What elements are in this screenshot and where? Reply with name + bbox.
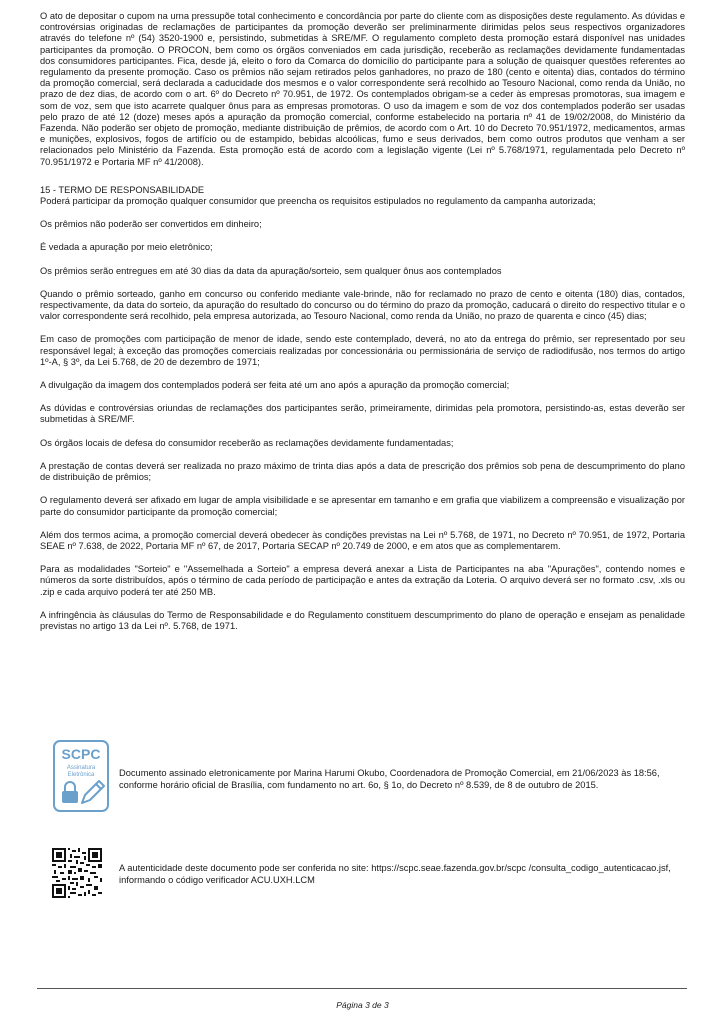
list-item: Os prêmios serão entregues em até 30 dias da data da apuração/sorteio, sem qualquer ônus aos contemplados <box>40 265 502 276</box>
list-item: Quando o prêmio sorteado, ganho em concurso ou conferido mediante vale-brinde, não for reclamado no prazo de cento e oitenta (180) dias, contados, respectivamente, da data do sorteio, da apuração do resultado do concurso ou do término do prazo da promoção, caducará o direito do respectivo titular e o valor correspondente será recolhido, pela empresa autorizada, ao Tesouro Nacional, como renda da União, no prazo de quarenta e cinco (45) dias; <box>40 288 685 322</box>
document-body <box>40 11 685 632</box>
list-item: Além dos termos acima, a promoção comercial deverá obedecer às condições previstas na Lei nº 5.768, de 1971, no Decreto nº 70.951, de 1972, Portaria SEAE nº 7.638, de 2022, Portaria MF nº 67, de 2017, Portaria SECAP nº 20.749 de 2000, e em atos que as complementarem. <box>40 529 685 551</box>
seal-acronym: SCPC <box>61 746 101 762</box>
list-item: O regulamento deverá ser afixado em lugar de ampla visibilidade e se apresentar em tamanho e em grafia que viabilizem a compreensão e visualização por parte do consumidor participante da promoção comercial; <box>40 495 685 517</box>
section-intro: Poderá participar da promoção qualquer consumidor que preencha os requisitos estipulados no regulamento da campanha autorizada; <box>40 196 596 207</box>
section-title: 15 - TERMO DE RESPONSABILIDADE <box>40 184 205 195</box>
scpc-seal-icon <box>52 739 110 813</box>
seal-subtitle-2: Eletrônica <box>67 772 95 778</box>
list-item: Para as modalidades "Sorteio" e "Assemelhada a Sorteio" a empresa deverá anexar a Lista de Participantes na aba "Apurações", contendo nomes e números da sorte distribuídos, após o término de cada período de participação e antes da extração da Loteria. O arquivo deverá ser no formato .csv, .xls ou .zip e cada arquivo poderá ter até 250 MB. <box>40 564 685 597</box>
footer-divider <box>37 988 687 989</box>
intro-paragraph: O ato de depositar o cupom na urna pressupõe total conhecimento e concordância por parte do cliente com as disposições deste regulamento. As dúvidas e controvérsias originadas de reclamações de participantes da promoção deverão ser preliminarmente dirimidas pelos seus respectivos organizadores através do telefone nº (54) 3520-1900 e, persistindo, submetidas à SRE/MF. O regulamento completo desta promoção estará disponível nas unidades participantes da promoção. O PROCON, bem como os órgãos conveniados em cada jurisdição, receberão as reclamações devidamente fundamentadas dos consumidores participantes. Fica, desde já, eleito o foro da Comarca do domicílio do participante para a solução de quaisquer questões referentes ao regulamento da presente promoção. Caso os prêmios não sejam retirados pelos ganhadores, no prazo de 180 (cento e oitenta) dias, contados do término da promoção comercial, será declarada a caducidade dos mesmos e o valor correspondente será recolhido ao Tesouro Nacional, como renda da União, no prazo de dez dias, de acordo com o art. 6º do Decreto nº 70.951, de 1972. Os contemplados obrigam-se a ceder às empresas promotoras, sua imagem e som de voz, sem que isto acarrete qualquer ônus para as empresas promotoras. O uso da imagem e som de voz dos contemplados poderão ser usadas pelo prazo de até 12 (doze) meses após a apuração da promoção comercial, conforme estabelecido na portaria nº 41 de 19/02/2008, do Ministério da Fazenda. Não poderão ser objeto de promoção, mediante distribuição de prêmios, de acordo com o Art. 10 do Decreto 70.951/1972, medicamentos, armas e munições, explosivos, fogos de artifício ou de estampido, bebidas alcoólicas, fumo e seus derivados, bem como outros produtos que venham a ser relacionados pelo Ministério da Fazenda. Esta promoção está de acordo com a legislação vigente (Lei nº 5.768/1971, regulamentada pelo Decreto nº 70.951/1972 e Portaria MF nº 41/2008). <box>40 11 685 167</box>
authenticity-text: A autenticidade deste documento pode ser conferida no site: https://scpc.seae.fazenda.gov.br/scpc /consulta_codigo_autenticacao.jsf, informando o código verificador ACU.UXH.LCM <box>119 863 671 885</box>
list-item: Em caso de promoções com participação de menor de idade, sendo este contemplado, deverá, no ato da entrega do prêmio, ser representado por seu responsável legal; à exceção das promoções comerciais realizadas por concessionária ou permissionária de serviço de radiodifusão, nos termos do artigo 1º-A, § 3º, da Lei 5.768, de 20 de dezembro de 1971; <box>40 334 685 367</box>
list-item: A divulgação da imagem dos contemplados poderá ser feita até um ano após a apuração da promoção comercial; <box>40 380 510 391</box>
seal-subtitle-1: Assinatura <box>66 765 96 771</box>
list-item: As dúvidas e controvérsias oriundas de reclamações dos participantes serão, primeiramente, dirimidas pela promotora, persistindo-as, estas deverão ser submetidas à SRE/MF. <box>40 403 685 425</box>
qr-code-icon <box>52 848 102 898</box>
list-item: É vedada a apuração por meio eletrônico; <box>40 242 213 253</box>
authenticity-block <box>52 848 692 908</box>
list-item: Os órgãos locais de defesa do consumidor receberão as reclamações devidamente fundamentadas; <box>40 437 454 448</box>
electronic-signature-block <box>52 739 692 829</box>
signature-text: Documento assinado eletronicamente por Marina Harumi Okubo, Coordenadora de Promoção Comercial, em 21/06/2023 às 18:56, conforme horário oficial de Brasília, com fundamento no art. 6o, § 1o, do Decreto nº 8.539, de 8 de outubro de 2015. <box>119 768 660 790</box>
list-item: A infringência às cláusulas do Termo de Responsabilidade e do Regulamento constituem descumprimento do plano de operação e ensejam as penalidade previstas no artigo 13 da Lei nº. 5.768, de 1971. <box>40 609 685 631</box>
list-item: Os prêmios não poderão ser convertidos em dinheiro; <box>40 219 262 230</box>
list-item: A prestação de contas deverá ser realizada no prazo máximo de trinta dias após a data de prescrição dos prêmios sob pena de descumprimento do plano de distribuição de prêmios; <box>40 460 685 483</box>
page-number: Página 3 de 3 <box>336 1000 389 1010</box>
